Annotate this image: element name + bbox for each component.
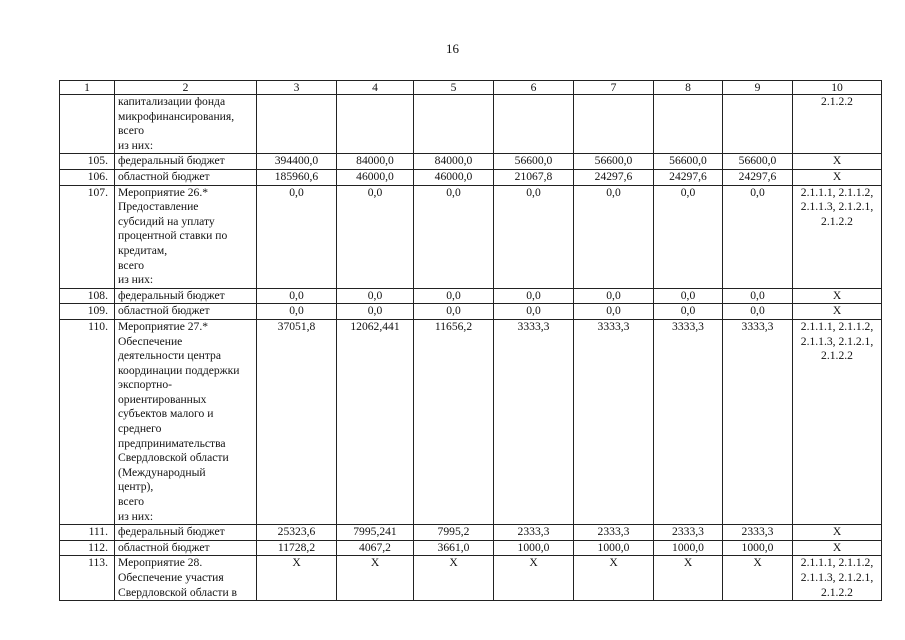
row-name: федеральный бюджет <box>115 288 257 304</box>
row-name: федеральный бюджет <box>115 525 257 541</box>
row-name: Мероприятие 28. Обеспечение участия Свердловской области в <box>115 556 257 601</box>
row-number: 109. <box>60 304 115 320</box>
value-cell: 3333,3 <box>574 319 654 524</box>
value-cell: 7995,2 <box>414 525 494 541</box>
target-reference: 2.1.1.1, 2.1.1.2, 2.1.1.3, 2.1.2.1, 2.1.2.2 <box>793 319 882 524</box>
value-cell: 0,0 <box>654 288 723 304</box>
value-cell: 25323,6 <box>257 525 337 541</box>
value-cell: 46000,0 <box>337 169 414 185</box>
table-row <box>60 95 882 154</box>
value-cell: 3333,3 <box>654 319 723 524</box>
table-row <box>60 319 882 524</box>
column-header: 10 <box>793 81 882 95</box>
value-cell: 3333,3 <box>494 319 574 524</box>
row-number: 110. <box>60 319 115 524</box>
value-cell: 24297,6 <box>574 169 654 185</box>
column-header: 1 <box>60 81 115 95</box>
value-cell: 0,0 <box>257 304 337 320</box>
value-cell: 56600,0 <box>494 154 574 170</box>
row-number: 105. <box>60 154 115 170</box>
row-name: областной бюджет <box>115 169 257 185</box>
target-reference: X <box>793 525 882 541</box>
row-number: 113. <box>60 556 115 601</box>
value-cell <box>494 95 574 154</box>
value-cell: 2333,3 <box>494 525 574 541</box>
value-cell: 1000,0 <box>574 540 654 556</box>
target-reference: 2.1.1.1, 2.1.1.2, 2.1.1.3, 2.1.2.1, 2.1.2.2 <box>793 185 882 288</box>
value-cell: 0,0 <box>414 304 494 320</box>
row-name: Мероприятие 27.* Обеспечение деятельности центра координации поддержки экспортно- ориентированных субъектов малого и среднего предпринимательства Свердловской области (Международный центр), всего из них: <box>115 319 257 524</box>
value-cell: 0,0 <box>723 185 793 288</box>
value-cell: 3333,3 <box>723 319 793 524</box>
column-header: 6 <box>494 81 574 95</box>
column-header: 3 <box>257 81 337 95</box>
value-cell <box>337 95 414 154</box>
row-number: 112. <box>60 540 115 556</box>
row-number: 108. <box>60 288 115 304</box>
target-reference: X <box>793 288 882 304</box>
value-cell: 56600,0 <box>723 154 793 170</box>
value-cell: 24297,6 <box>654 169 723 185</box>
value-cell: 21067,8 <box>494 169 574 185</box>
value-cell: 37051,8 <box>257 319 337 524</box>
value-cell: 4067,2 <box>337 540 414 556</box>
value-cell: X <box>414 556 494 601</box>
target-reference: 2.1.1.1, 2.1.1.2, 2.1.1.3, 2.1.2.1, 2.1.2.2 <box>793 556 882 601</box>
value-cell: 24297,6 <box>723 169 793 185</box>
row-number <box>60 95 115 154</box>
row-name: областной бюджет <box>115 304 257 320</box>
table-header-row <box>60 81 882 95</box>
table-row <box>60 540 882 556</box>
row-name: Мероприятие 26.* Предоставление субсидий на уплату процентной ставки по кредитам, всего из них: <box>115 185 257 288</box>
column-header: 2 <box>115 81 257 95</box>
table-row <box>60 288 882 304</box>
budget-table <box>59 80 882 601</box>
value-cell: X <box>654 556 723 601</box>
value-cell: 56600,0 <box>574 154 654 170</box>
value-cell: 0,0 <box>494 288 574 304</box>
value-cell: 1000,0 <box>654 540 723 556</box>
value-cell: X <box>257 556 337 601</box>
value-cell: 0,0 <box>337 185 414 288</box>
value-cell: 56600,0 <box>654 154 723 170</box>
value-cell: 0,0 <box>337 288 414 304</box>
row-name: федеральный бюджет <box>115 154 257 170</box>
value-cell: 0,0 <box>494 304 574 320</box>
column-header: 4 <box>337 81 414 95</box>
row-name: областной бюджет <box>115 540 257 556</box>
value-cell: 0,0 <box>257 288 337 304</box>
target-reference: X <box>793 169 882 185</box>
value-cell: 1000,0 <box>494 540 574 556</box>
value-cell: 46000,0 <box>414 169 494 185</box>
value-cell: 0,0 <box>723 304 793 320</box>
table-row <box>60 185 882 288</box>
value-cell: 0,0 <box>654 304 723 320</box>
value-cell: 0,0 <box>337 304 414 320</box>
value-cell: X <box>337 556 414 601</box>
value-cell: 11656,2 <box>414 319 494 524</box>
value-cell: 0,0 <box>654 185 723 288</box>
target-reference: X <box>793 304 882 320</box>
value-cell: 3661,0 <box>414 540 494 556</box>
value-cell: 0,0 <box>723 288 793 304</box>
column-header: 9 <box>723 81 793 95</box>
column-header: 5 <box>414 81 494 95</box>
value-cell: X <box>494 556 574 601</box>
row-number: 111. <box>60 525 115 541</box>
value-cell <box>257 95 337 154</box>
value-cell: 394400,0 <box>257 154 337 170</box>
value-cell: 11728,2 <box>257 540 337 556</box>
value-cell <box>574 95 654 154</box>
value-cell: X <box>723 556 793 601</box>
value-cell: X <box>574 556 654 601</box>
value-cell: 7995,241 <box>337 525 414 541</box>
row-number: 106. <box>60 169 115 185</box>
value-cell: 0,0 <box>574 304 654 320</box>
value-cell: 0,0 <box>414 288 494 304</box>
value-cell: 2333,3 <box>574 525 654 541</box>
target-reference: X <box>793 540 882 556</box>
row-number: 107. <box>60 185 115 288</box>
value-cell: 0,0 <box>574 288 654 304</box>
table-row <box>60 525 882 541</box>
row-name: капитализации фонда микрофинансирования, всего из них: <box>115 95 257 154</box>
value-cell <box>414 95 494 154</box>
value-cell: 2333,3 <box>723 525 793 541</box>
table-row <box>60 169 882 185</box>
table-body <box>60 81 882 601</box>
value-cell: 0,0 <box>414 185 494 288</box>
table-row <box>60 556 882 601</box>
value-cell: 0,0 <box>257 185 337 288</box>
target-reference: 2.1.2.2 <box>793 95 882 154</box>
page-number: 16 <box>446 41 459 56</box>
value-cell <box>654 95 723 154</box>
value-cell: 84000,0 <box>414 154 494 170</box>
value-cell <box>723 95 793 154</box>
value-cell: 0,0 <box>494 185 574 288</box>
table-row <box>60 154 882 170</box>
value-cell: 0,0 <box>574 185 654 288</box>
value-cell: 12062,441 <box>337 319 414 524</box>
value-cell: 84000,0 <box>337 154 414 170</box>
column-header: 8 <box>654 81 723 95</box>
value-cell: 1000,0 <box>723 540 793 556</box>
value-cell: 2333,3 <box>654 525 723 541</box>
value-cell: 185960,6 <box>257 169 337 185</box>
column-header: 7 <box>574 81 654 95</box>
target-reference: X <box>793 154 882 170</box>
table-row <box>60 304 882 320</box>
